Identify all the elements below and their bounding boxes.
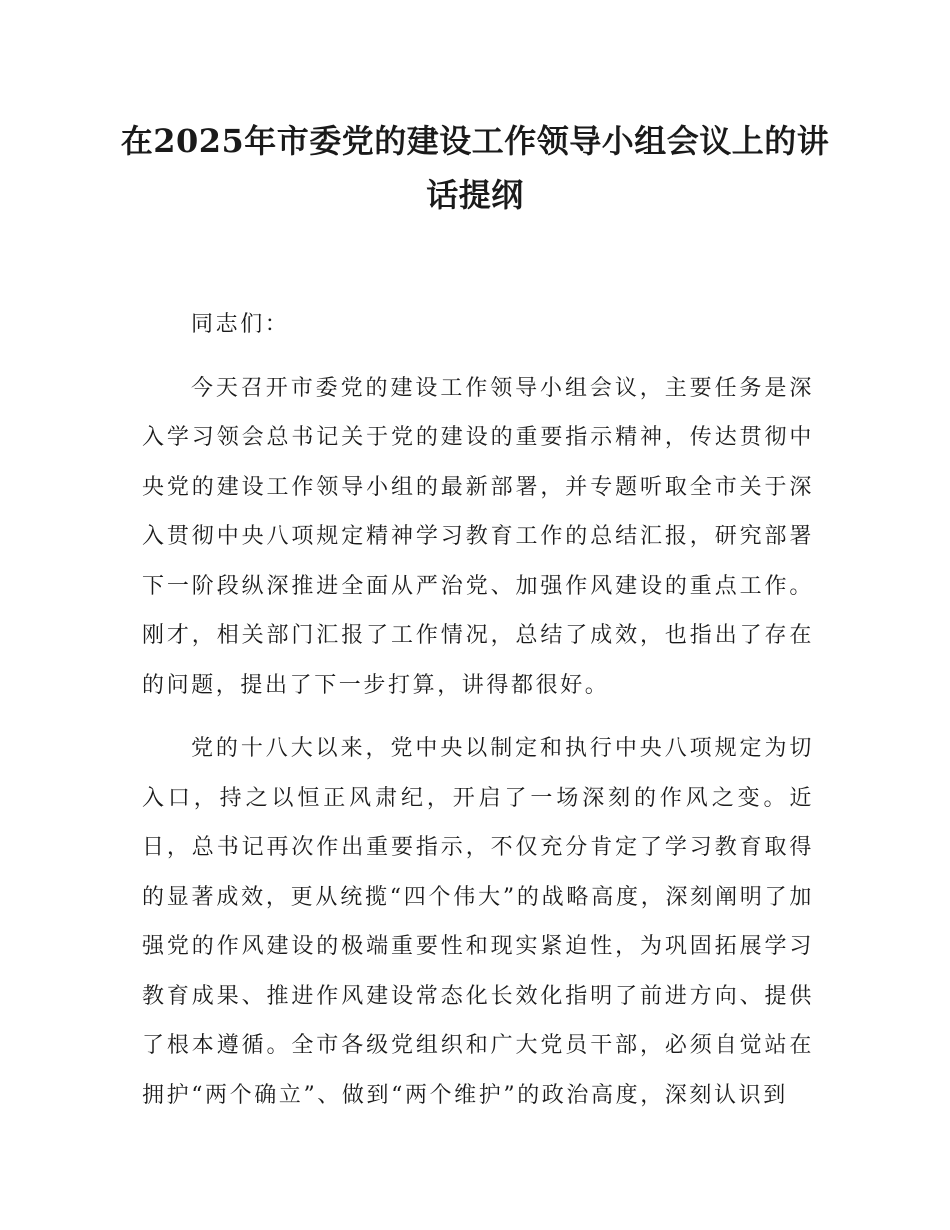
paragraph-2: 党的十八大以来，党中央以制定和执行中央八项规定为切入口，持之以恒正风肃纪，开启了一场深刻的作风之变。近日，总书记再次作出重要指示，不仅充分肯定了学习教育取得的显著成效，更从统揽“四个伟大”的战略高度，深刻阐明了加强党的作风建设的极端重要性和现实紧迫性，为巩固拓展学习教育成果、推进作风建设常态化长效化指明了前进方向、提供了根本遵循。全市各级党组织和广大党员干部，必须自觉站在拥护“两个确立”、做到“两个维护”的政治高度，深刻认识到	[142, 736, 814, 1108]
document-title: 在2025年市委党的建设工作领导小组会议上的讲话提纲	[120, 122, 830, 214]
salutation: 同志们：	[191, 312, 290, 337]
document-body	[142, 300, 814, 1134]
paragraph-1: 今天召开市委党的建设工作领导小组会议，主要任务是深入学习领会总书记关于党的建设的重要指示精神，传达贯彻中央党的建设工作领导小组的最新部署，并专题听取全市关于深入贯彻中央八项规定精神学习教育工作的总结汇报，研究部署下一阶段纵深推进全面从严治党、加强作风建设的重点工作。刚才，相关部门汇报了工作情况，总结了成效，也指出了存在的问题，提出了下一步打算，讲得都很好。	[142, 375, 814, 698]
